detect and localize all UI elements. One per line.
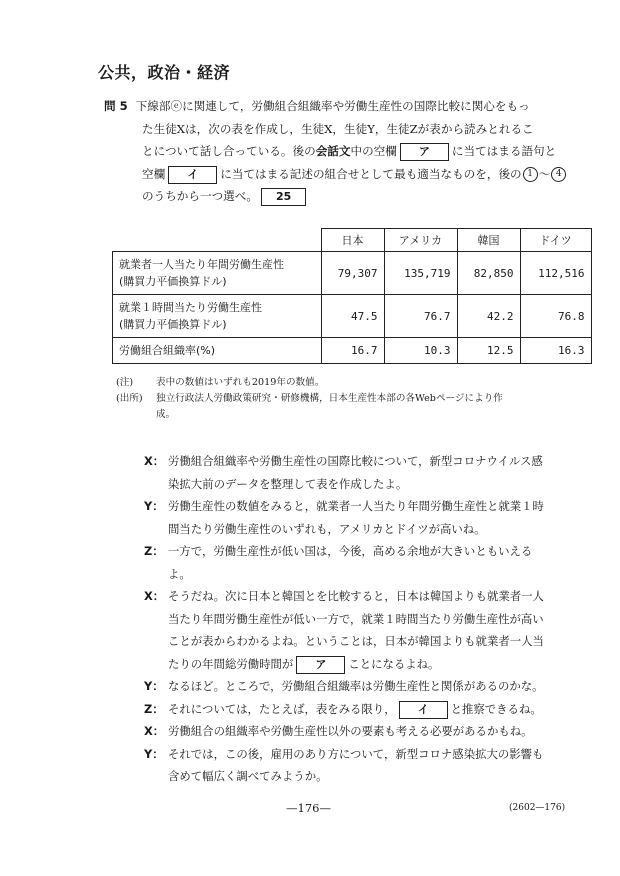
section-title: 公共，政治・経済 xyxy=(98,63,231,82)
conv-line: Z： 一方で，労働生産性が低い国は，今後，高める余地が大きいともいえる xyxy=(144,544,533,558)
col-korea: 韓国 xyxy=(457,229,520,252)
conv-line: ことが表からわかるよね。ということは，日本が韓国よりも就業者一人当 xyxy=(168,634,544,648)
answer-number-box: 25 xyxy=(261,188,306,206)
question-prompt xyxy=(104,95,574,208)
col-japan: 日本 xyxy=(321,229,384,252)
col-germany: ドイツ xyxy=(520,229,591,252)
question-line-3: とについて話し合っている。後の会話文中の空欄 ア に当てはまる語句と xyxy=(104,140,574,163)
conv-line: 含めて幅広く調べてみようか。 xyxy=(168,769,328,783)
blank-a-box: ア xyxy=(296,656,345,674)
table-header-row xyxy=(113,229,592,252)
conv-line: X： 労働組合組織率や労働生産性の国際比較について，新型コロナウイルス感 xyxy=(144,454,543,468)
blank-a-box: ア xyxy=(400,143,449,161)
note-row: (注) 表中の数値はいずれも2019年の数値。 xyxy=(116,377,325,388)
blank-i-box: イ xyxy=(399,701,448,719)
conv-line: X： 労働組合の組織率や労働生産性以外の要素も考える必要があるかもね。 xyxy=(144,724,533,738)
table-row: 就業１時間当たり労働生産性 (購買力平価換算ドル) 47.5 76.7 42.2 76.8 xyxy=(113,295,592,338)
page-number: —176— xyxy=(286,801,331,815)
conv-line: 染拡大前のデータを整理して表を作成したよ。 xyxy=(168,476,408,491)
conversation xyxy=(144,450,584,788)
conv-line: X： そうだね。次に日本と韓国とを比較すると，日本は韓国よりも就業者一人 xyxy=(144,589,544,603)
conv-line: たりの年間総労働時間が ア ことになるよね。 xyxy=(144,653,584,676)
table-notes xyxy=(116,375,503,423)
col-usa: アメリカ xyxy=(384,229,457,252)
question-line-4: 空欄 イ に当てはまる記述の組合せとして最も適当なものを，後の 1 ～ 4 xyxy=(104,163,574,186)
source-row-cont: 成。 xyxy=(156,409,176,420)
table-row: 労働組合組織率(%) 16.7 10.3 12.5 16.3 xyxy=(113,338,592,364)
conv-line: 当たり年間労働生産性が低い一方で，就業１時間当たり労働生産性が高い xyxy=(168,611,544,626)
conv-line: Y： それでは，この後，雇用のあり方について，新型コロナ感染拡大の影響も xyxy=(144,746,544,761)
blank-i-box: イ xyxy=(168,166,217,184)
conv-line: Y： 労働生産性の数値をみると，就業者一人当たり年間労働生産性と就業１時 xyxy=(144,499,544,513)
circled-number-4: 4 xyxy=(551,167,566,182)
exam-code: (2602—176) xyxy=(509,803,566,813)
conv-line: Z： それについては，たとえば，表をみる限り， イ と推察できるね。 xyxy=(144,698,584,721)
conv-line: Y： なるほど。ところで，労働組合組織率は労働生産性と関係があるのかな。 xyxy=(144,679,544,693)
circled-number-1: 1 xyxy=(523,167,538,182)
question-line-1: 問 5 下線部ⓔに関連して，労働組合組織率や労働生産性の国際比較に関心をもっ xyxy=(104,99,530,113)
source-row: (出所) 独立行政法人労働政策研究・研修機構，日本生産性本部の各Webページにより作 xyxy=(116,393,503,404)
question-number: 問 5 xyxy=(104,99,128,113)
question-line-5: のうちから一つ選べ。 25 xyxy=(104,185,574,208)
table-row: 就業者一人当たり年間労働生産性 (購買力平価換算ドル) 79,307 135,719 82,850 112,516 xyxy=(113,252,592,295)
conv-line: よ。 xyxy=(168,566,191,581)
question-line-2: た生徒Xは，次の表を作成し，生徒X，生徒Y，生徒Zが表から読みとれるこ xyxy=(142,121,534,136)
productivity-table xyxy=(112,228,592,364)
conv-line: 間当たり労働生産性のいずれも，アメリカとドイツが高いね。 xyxy=(168,521,486,536)
